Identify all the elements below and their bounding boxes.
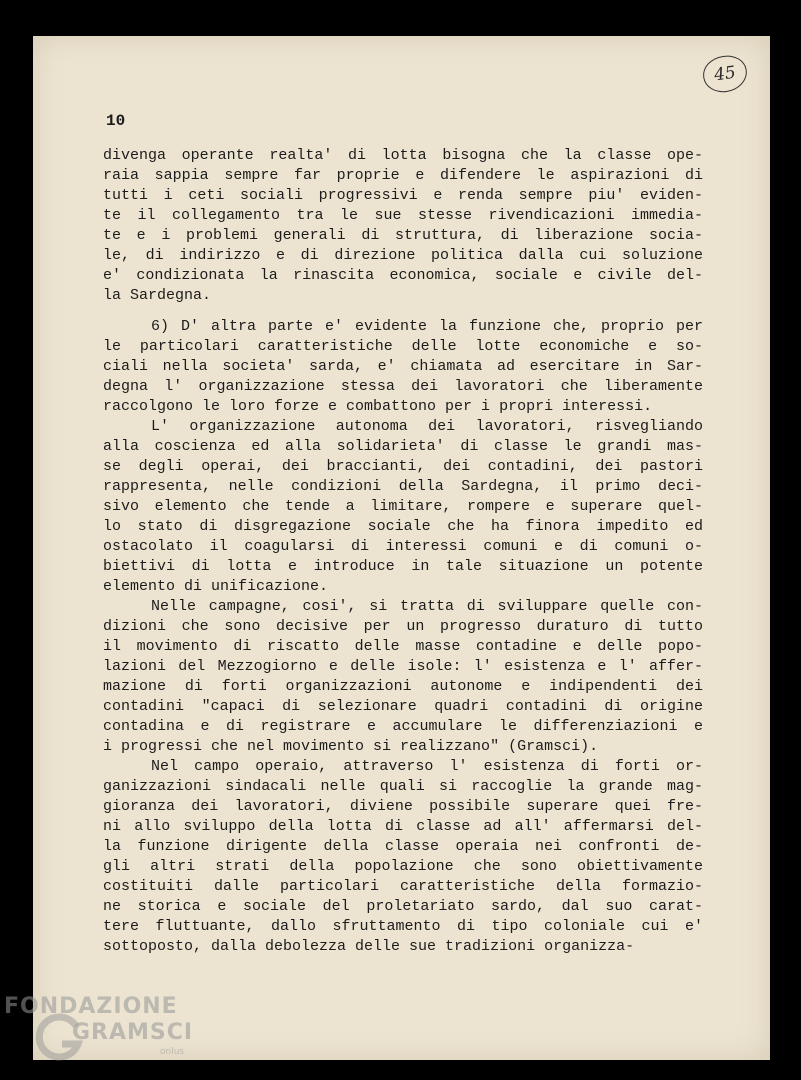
document-text-body — [103, 146, 703, 957]
archive-number-text: 45 — [712, 62, 738, 86]
text-line: sivo elemento che tende a limitare, rompere e superare quel- — [103, 498, 703, 515]
text-line: tutti i ceti sociali progressivi e renda sempre piu' eviden- — [103, 187, 703, 204]
text-line: ni allo sviluppo della lotta di classe ad all' affermarsi del- — [103, 818, 703, 835]
text-line: biettivi di lotta e introduce in tale situazione un potente — [103, 558, 703, 575]
text-line: te il collegamento tra le sue stesse rivendicazioni immedia- — [103, 207, 703, 224]
text-line: le, di indirizzo e di direzione politica dalla cui soluzione — [103, 247, 703, 264]
text-line: alla coscienza ed alla solidarieta' di classe le grandi mas- — [103, 438, 703, 455]
text-line: gioranza dei lavoratori, diviene possibile superare quei fre- — [103, 798, 703, 815]
text-line: 6) D' altra parte e' evidente la funzione che, proprio per — [151, 318, 703, 335]
text-line: Nel campo operaio, attraverso l' esistenza di forti or- — [151, 758, 703, 775]
document-page — [33, 36, 770, 1060]
text-line: il movimento di riscatto delle masse contadine e delle popo- — [103, 638, 703, 655]
watermark-line-2: GRAMSCI — [72, 1020, 194, 1045]
text-line: la Sardegna. — [103, 287, 212, 304]
paragraph — [103, 757, 703, 957]
text-line: raccolgono le loro forze e combattono per i propri interessi. — [103, 398, 653, 415]
text-line: i progressi che nel movimento si realizzano" (Gramsci). — [103, 738, 599, 755]
page-number: 10 — [106, 112, 126, 130]
watermark-line-3: onlus — [160, 1047, 185, 1057]
text-line: costituiti dalle particolari caratteristiche della formazio- — [103, 878, 703, 895]
text-line: ostacolato il coagularsi di interessi comuni e di comuni o- — [103, 538, 703, 555]
text-line: lo stato di disgregazione sociale che ha finora impedito ed — [103, 518, 703, 535]
paragraph — [103, 317, 703, 417]
paragraph — [103, 417, 703, 597]
text-line: dizioni che sono decisive per un progresso duraturo di tutto — [103, 618, 703, 635]
text-line: contadini "capaci di selezionare quadri contadini di origine — [103, 698, 703, 715]
text-line: e' condizionata la rinascita economica, sociale e civile del- — [103, 267, 703, 284]
text-line: tere fluttuante, dallo sfruttamento di tipo coloniale cui e' — [103, 918, 703, 935]
text-line: degna l' organizzazione stessa dei lavoratori che liberamente — [103, 378, 703, 395]
paragraph-gap — [103, 306, 703, 317]
watermark-line-1: FONDAZIONE — [4, 994, 178, 1019]
paragraph — [103, 597, 703, 757]
text-line: rappresenta, nelle condizioni della Sardegna, il primo deci- — [103, 478, 703, 495]
paragraph — [103, 146, 703, 306]
text-line: raia sappia sempre far proprie e difendere le aspirazioni di — [103, 167, 703, 184]
text-line: divenga operante realta' di lotta bisogna che la classe ope- — [103, 147, 703, 164]
fondazione-gramsci-watermark — [4, 994, 204, 1074]
text-line: lazioni del Mezzogiorno e delle isole: l' esistenza e l' affer- — [103, 658, 703, 675]
text-line: te e i problemi generali di struttura, di liberazione socia- — [103, 227, 703, 244]
text-line: sottoposto, dalla debolezza delle sue tradizioni organizza- — [103, 938, 635, 955]
text-line: mazione di forti organizzazioni autonome e indipendenti dei — [103, 678, 703, 695]
text-line: elemento di unificazione. — [103, 578, 329, 595]
text-line: ne storica e sociale del proletariato sardo, dal suo carat- — [103, 898, 703, 915]
text-line: ganizzazioni sindacali nelle quali si raccoglie la grande mag- — [103, 778, 703, 795]
text-line: la funzione dirigente della classe operaia nei confronti de- — [103, 838, 703, 855]
text-line: gli altri strati della popolazione che sono obiettivamente — [103, 858, 703, 875]
archive-number-circled — [701, 53, 750, 95]
text-line: L' organizzazione autonoma dei lavoratori, risvegliando — [151, 418, 703, 435]
text-line: contadina e di registrare e accumulare le differenziazioni e — [103, 718, 703, 735]
text-line: Nelle campagne, cosi', si tratta di sviluppare quelle con- — [151, 598, 703, 615]
text-line: le particolari caratteristiche delle lotte economiche e so- — [103, 338, 703, 355]
text-line: se degli operai, dei braccianti, dei contadini, dei pastori — [103, 458, 703, 475]
text-line: ciali nella societa' sarda, e' chiamata ad esercitare in Sar- — [103, 358, 703, 375]
